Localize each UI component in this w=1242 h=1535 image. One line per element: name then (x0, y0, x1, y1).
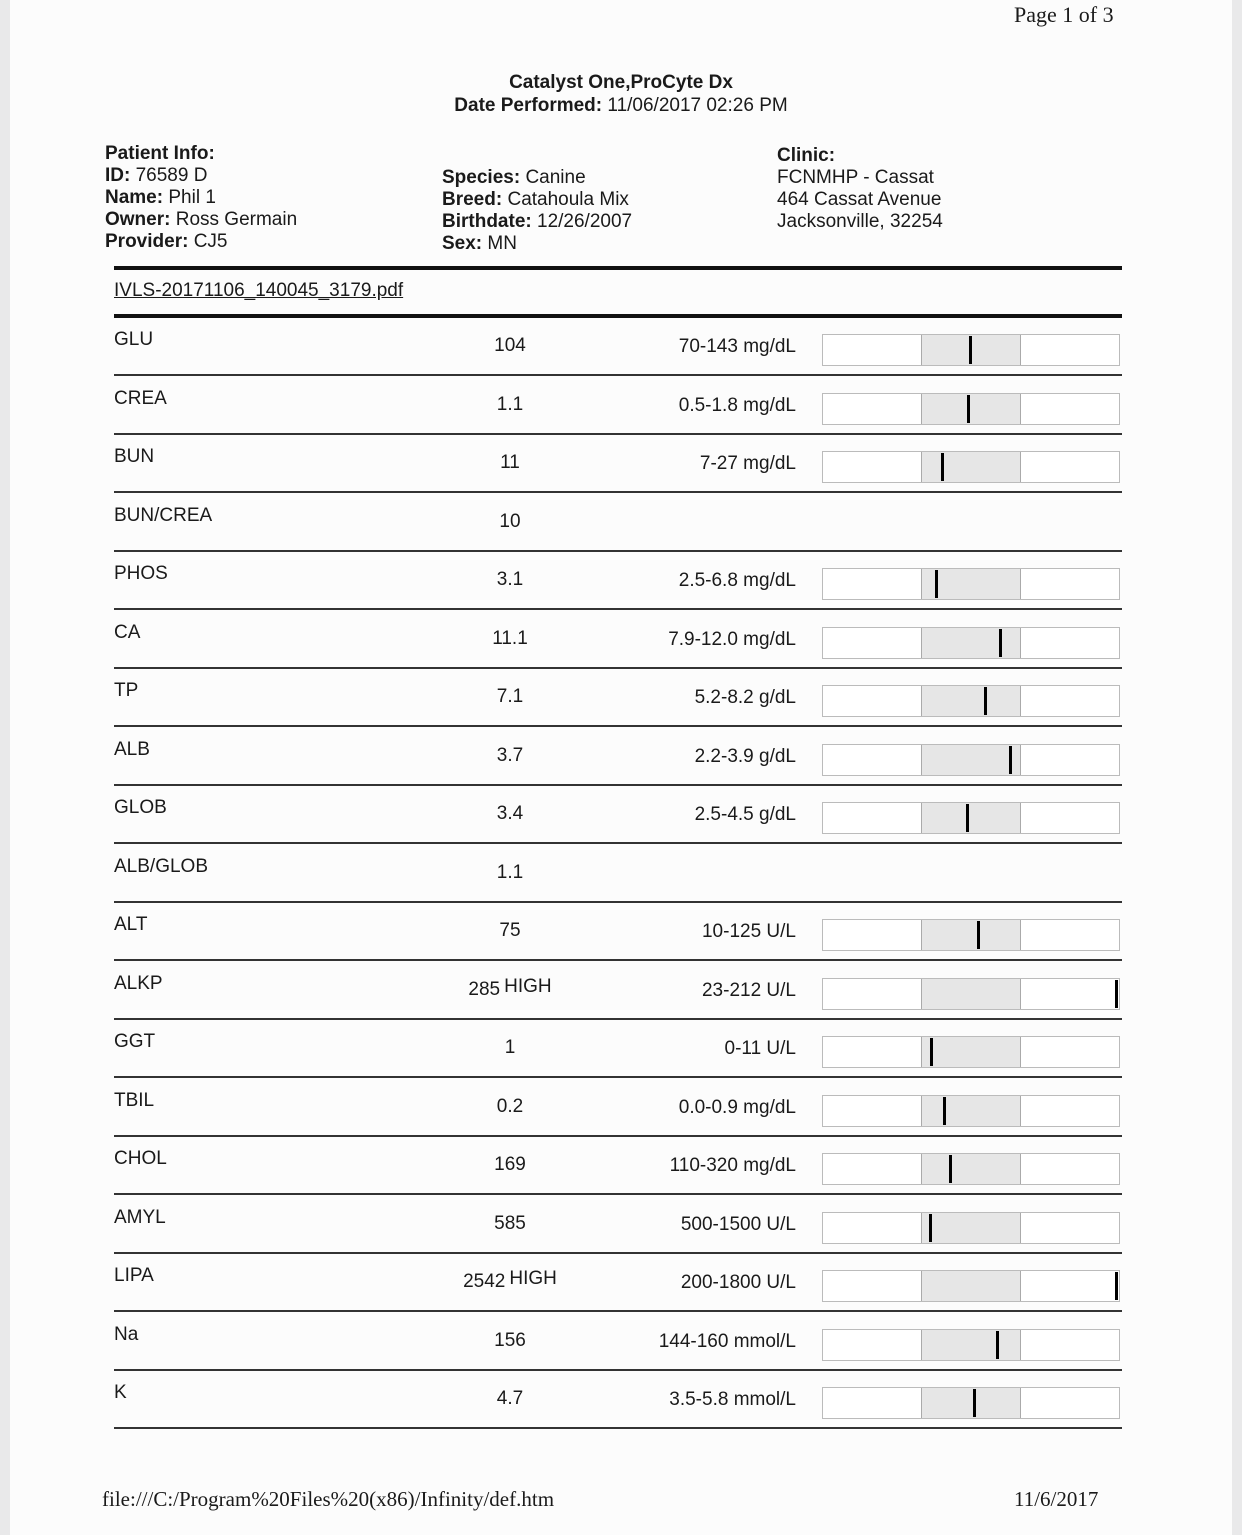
range-gauge (822, 393, 1120, 425)
test-name: K (114, 1382, 127, 1403)
result-row (10, 1254, 1232, 1312)
reference-range: 200-1800 U/L (680, 1272, 796, 1293)
normal-range-band (921, 920, 1021, 950)
provider-label: Provider: (105, 231, 189, 252)
reference-range: 500-1500 U/L (680, 1213, 796, 1235)
reference-range: 23-212 U/L (701, 979, 796, 1001)
row-divider (114, 1427, 1122, 1429)
reference-range: 110-320 mg/dL (669, 1155, 796, 1176)
clinic-city: Jacksonville, 32254 (777, 211, 943, 232)
value-number: 3.4 (496, 803, 524, 824)
result-marker (1009, 746, 1012, 774)
patient-name: Phil 1 (168, 187, 216, 208)
pdf-file-link[interactable]: IVLS-20171106_140045_3179.pdf (114, 280, 404, 301)
result-marker (969, 336, 972, 364)
birthdate-label: Birthdate: (442, 211, 532, 232)
normal-range-band (921, 1037, 1021, 1067)
normal-range-band (921, 686, 1021, 716)
test-name: Na (114, 1323, 139, 1345)
test-name: TP (114, 680, 139, 701)
sex: MN (487, 233, 517, 254)
reference-range: 2.5-6.8 mg/dL (678, 570, 796, 591)
page-number: Page 1 of 3 (1014, 2, 1114, 27)
provider-code: CJ5 (193, 231, 228, 252)
clinic-info (777, 145, 943, 233)
sex-label: Sex: (442, 233, 483, 254)
result-marker (967, 395, 970, 423)
value-number: 75 (499, 920, 521, 941)
result-row (10, 552, 1232, 610)
value-number: 11 (500, 452, 520, 473)
result-marker (1115, 980, 1118, 1008)
reference-range: 0.0-0.9 mg/dL (678, 1096, 796, 1118)
value-number: 3.1 (496, 569, 524, 590)
reference-range: 2.2-3.9 g/dL (694, 745, 796, 767)
result-marker (999, 629, 1002, 657)
owner-name: Ross Germain (175, 209, 298, 230)
value-number: 2542 (463, 1271, 506, 1292)
range-gauge (822, 1212, 1120, 1244)
result-marker (943, 1097, 946, 1125)
range-gauge (822, 1270, 1120, 1302)
range-gauge (822, 451, 1120, 483)
result-row (10, 962, 1232, 1020)
breed-label: Breed: (442, 189, 503, 210)
normal-range-band (921, 628, 1021, 658)
result-marker (973, 1389, 976, 1417)
result-row (10, 1020, 1232, 1078)
reference-range: 0.5-1.8 mg/dL (678, 394, 796, 416)
normal-range-band (921, 803, 1021, 833)
result-marker (984, 687, 987, 715)
normal-range-band (921, 1154, 1021, 1184)
patient-info-title: Patient Info: (105, 143, 215, 164)
range-gauge (822, 568, 1120, 600)
test-name: ALKP (114, 972, 163, 994)
value-number: 156 (494, 1329, 526, 1351)
species: Canine (525, 167, 586, 188)
test-name: CA (114, 621, 141, 643)
result-row (10, 1196, 1232, 1254)
test-name: GLU (114, 329, 154, 350)
result-row (10, 377, 1232, 435)
result-row (10, 728, 1232, 786)
header-divider (114, 266, 1122, 270)
value-number: 1.1 (496, 861, 524, 883)
normal-range-band (921, 1271, 1021, 1301)
reference-range: 7-27 mg/dL (699, 453, 796, 474)
normal-range-band (921, 1330, 1021, 1360)
result-marker (996, 1331, 999, 1359)
result-row (10, 1137, 1232, 1195)
name-label: Name: (105, 187, 164, 208)
result-row (10, 318, 1232, 376)
range-gauge (822, 978, 1120, 1010)
result-row (10, 435, 1232, 493)
test-name: ALT (114, 914, 148, 935)
value-number: 11.1 (492, 627, 528, 649)
id-label: ID: (105, 165, 131, 186)
result-row (10, 669, 1232, 727)
test-name: BUN (114, 446, 155, 467)
reference-range: 2.5-4.5 g/dL (694, 804, 796, 825)
result-row (10, 494, 1232, 552)
range-gauge (822, 1387, 1120, 1419)
result-row (10, 1313, 1232, 1371)
value-number: 7.1 (496, 686, 524, 707)
breed: Catahoula Mix (507, 189, 629, 210)
normal-range-band (921, 1096, 1021, 1126)
value-number: 169 (494, 1154, 526, 1175)
range-gauge (822, 334, 1120, 366)
instrument-title: Catalyst One,ProCyte Dx (509, 72, 733, 93)
value-number: 3.7 (496, 744, 524, 766)
range-gauge (822, 1095, 1120, 1127)
animal-info (442, 167, 632, 255)
result-marker (929, 1214, 932, 1242)
clinic-title: Clinic: (777, 145, 836, 166)
patient-id: 76589 D (135, 165, 208, 186)
patient-info (105, 143, 297, 253)
result-row (10, 845, 1232, 903)
normal-range-band (921, 452, 1021, 482)
result-row (10, 903, 1232, 961)
reference-range: 144-160 mmol/L (658, 1330, 796, 1352)
result-marker (935, 570, 938, 598)
test-name: TBIL (114, 1089, 155, 1111)
range-gauge (822, 1036, 1120, 1068)
result-row (10, 1371, 1232, 1429)
result-marker (977, 921, 980, 949)
test-value (410, 862, 610, 884)
value-number: 4.7 (496, 1388, 524, 1409)
reference-range: 5.2-8.2 g/dL (694, 687, 796, 708)
report-page (10, 0, 1232, 1535)
test-name: ALB/GLOB (114, 855, 208, 877)
owner-label: Owner: (105, 209, 171, 230)
result-row (10, 786, 1232, 844)
value-number: 285 (468, 978, 501, 1000)
test-name: CHOL (114, 1148, 167, 1169)
footer-path: file:///C:/Program%20Files%20(x86)/Infinity/def.htm (102, 1487, 555, 1511)
footer-date: 11/6/2017 (1014, 1487, 1099, 1511)
value-number: 1.1 (496, 393, 524, 415)
date-label: Date Performed: (454, 95, 603, 116)
range-gauge (822, 1329, 1120, 1361)
range-gauge (822, 744, 1120, 776)
value-number: 104 (494, 335, 526, 356)
test-name: LIPA (114, 1265, 154, 1286)
range-gauge (822, 627, 1120, 659)
value-number: 10 (499, 510, 521, 532)
reference-range: 7.9-12.0 mg/dL (668, 628, 796, 650)
test-name: GLOB (114, 797, 167, 818)
value-number: 585 (494, 1212, 526, 1234)
reference-range: 10-125 U/L (701, 921, 796, 942)
date-value: 11/06/2017 02:26 PM (607, 95, 788, 116)
range-gauge (822, 919, 1120, 951)
test-name: AMYL (114, 1206, 166, 1228)
normal-range-band (921, 394, 1021, 424)
normal-range-band (921, 745, 1021, 775)
test-name: BUN/CREA (114, 504, 213, 526)
birthdate: 12/26/2007 (537, 211, 633, 232)
clinic-name: FCNMHP - Cassat (777, 167, 934, 188)
test-name: GGT (114, 1031, 156, 1052)
date-performed (10, 95, 1232, 117)
test-value (410, 511, 610, 533)
range-gauge (822, 1153, 1120, 1185)
result-marker (949, 1155, 952, 1183)
result-marker (941, 453, 944, 481)
species-label: Species: (442, 167, 521, 188)
test-name: CREA (114, 387, 167, 409)
result-marker (930, 1038, 933, 1066)
result-row (10, 1079, 1232, 1137)
normal-range-band (921, 1213, 1021, 1243)
clinic-address: 464 Cassat Avenue (777, 189, 942, 210)
result-marker (966, 804, 969, 832)
normal-range-band (921, 979, 1021, 1009)
result-row (10, 611, 1232, 669)
reference-range: 70-143 mg/dL (678, 336, 796, 357)
range-gauge (822, 802, 1120, 834)
test-name: PHOS (114, 563, 168, 584)
value-number: 1 (504, 1037, 516, 1058)
range-gauge (822, 685, 1120, 717)
high-flag: HIGH (509, 1268, 557, 1289)
test-name: ALB (114, 738, 150, 760)
value-number: 0.2 (496, 1095, 524, 1117)
result-marker (1115, 1272, 1118, 1300)
normal-range-band (921, 1388, 1021, 1418)
reference-range: 3.5-5.8 mmol/L (669, 1389, 796, 1410)
reference-range: 0-11 U/L (724, 1038, 796, 1059)
high-flag: HIGH (504, 975, 552, 997)
